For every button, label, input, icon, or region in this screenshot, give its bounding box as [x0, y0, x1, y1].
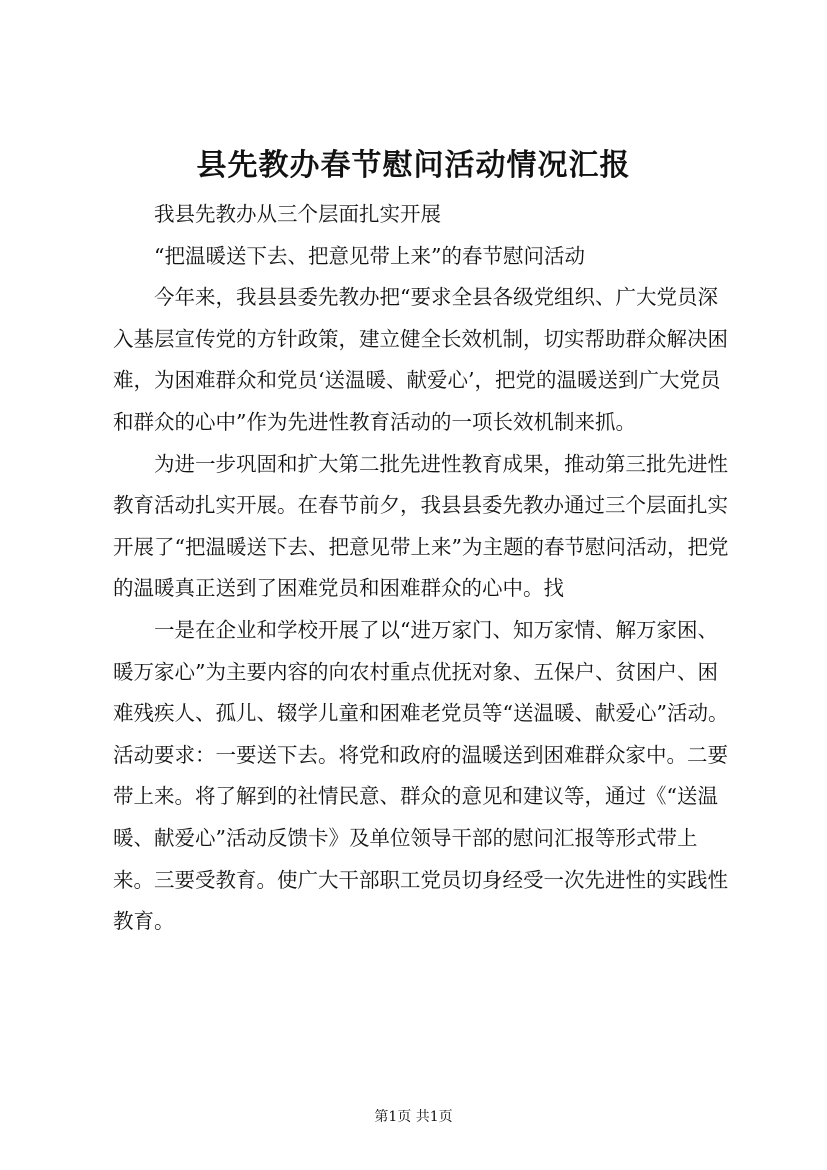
subheading-2: “把温暖送下去、把意见带上来”的春节慰问活动	[154, 243, 585, 268]
document-body	[113, 194, 733, 943]
subheading-1: 我县先教办从三个层面扎实开展	[154, 202, 441, 226]
page-footer: 第1页 共1页	[374, 1109, 453, 1125]
document-title: 县先教办春节慰问活动情况汇报	[196, 148, 631, 183]
paragraph-1: 今年来，我县县委先教办把“要求全县各级党组织、广大党员深入基层宣传党的方针政策，建立健全长效机制，切实帮助群众解决困难，为困难群众和党员‘送温暖、献爱心’，把党的温暖送到广大党员和群众的心中”作为先进性教育活动的一项长效机制来抓。	[113, 285, 728, 434]
paragraph-2: 为进一步巩固和扩大第二批先进性教育成果，推动第三批先进性教育活动扎实开展。在春节前夕，我县县委先教办通过三个层面扎实开展了“把温暖送下去、把意见带上来”为主题的春节慰问活动，把党的温暖真正送到了困难党员和困难群众的心中。找	[113, 451, 729, 601]
paragraph-3: 一是在企业和学校开展了以“进万家门、知万家情、解万家困、暖万家心”为主要内容的向农村重点优抚对象、五保户、贫困户、困难残疾人、孤儿、辍学儿童和困难老党员等“送温暖、献爱心”活动。活动要求：一要送下去。将党和政府的温暖送到困难群众家中。二要带上来。将了解到的社情民意、群众的意见和建议等，通过《“送温暖、献爱心”活动反馈卡》及单位领导干部的慰问汇报等形式带上来。三要受教育。使广大干部职工党员切身经受一次先进性的实践性教育。	[113, 617, 729, 934]
